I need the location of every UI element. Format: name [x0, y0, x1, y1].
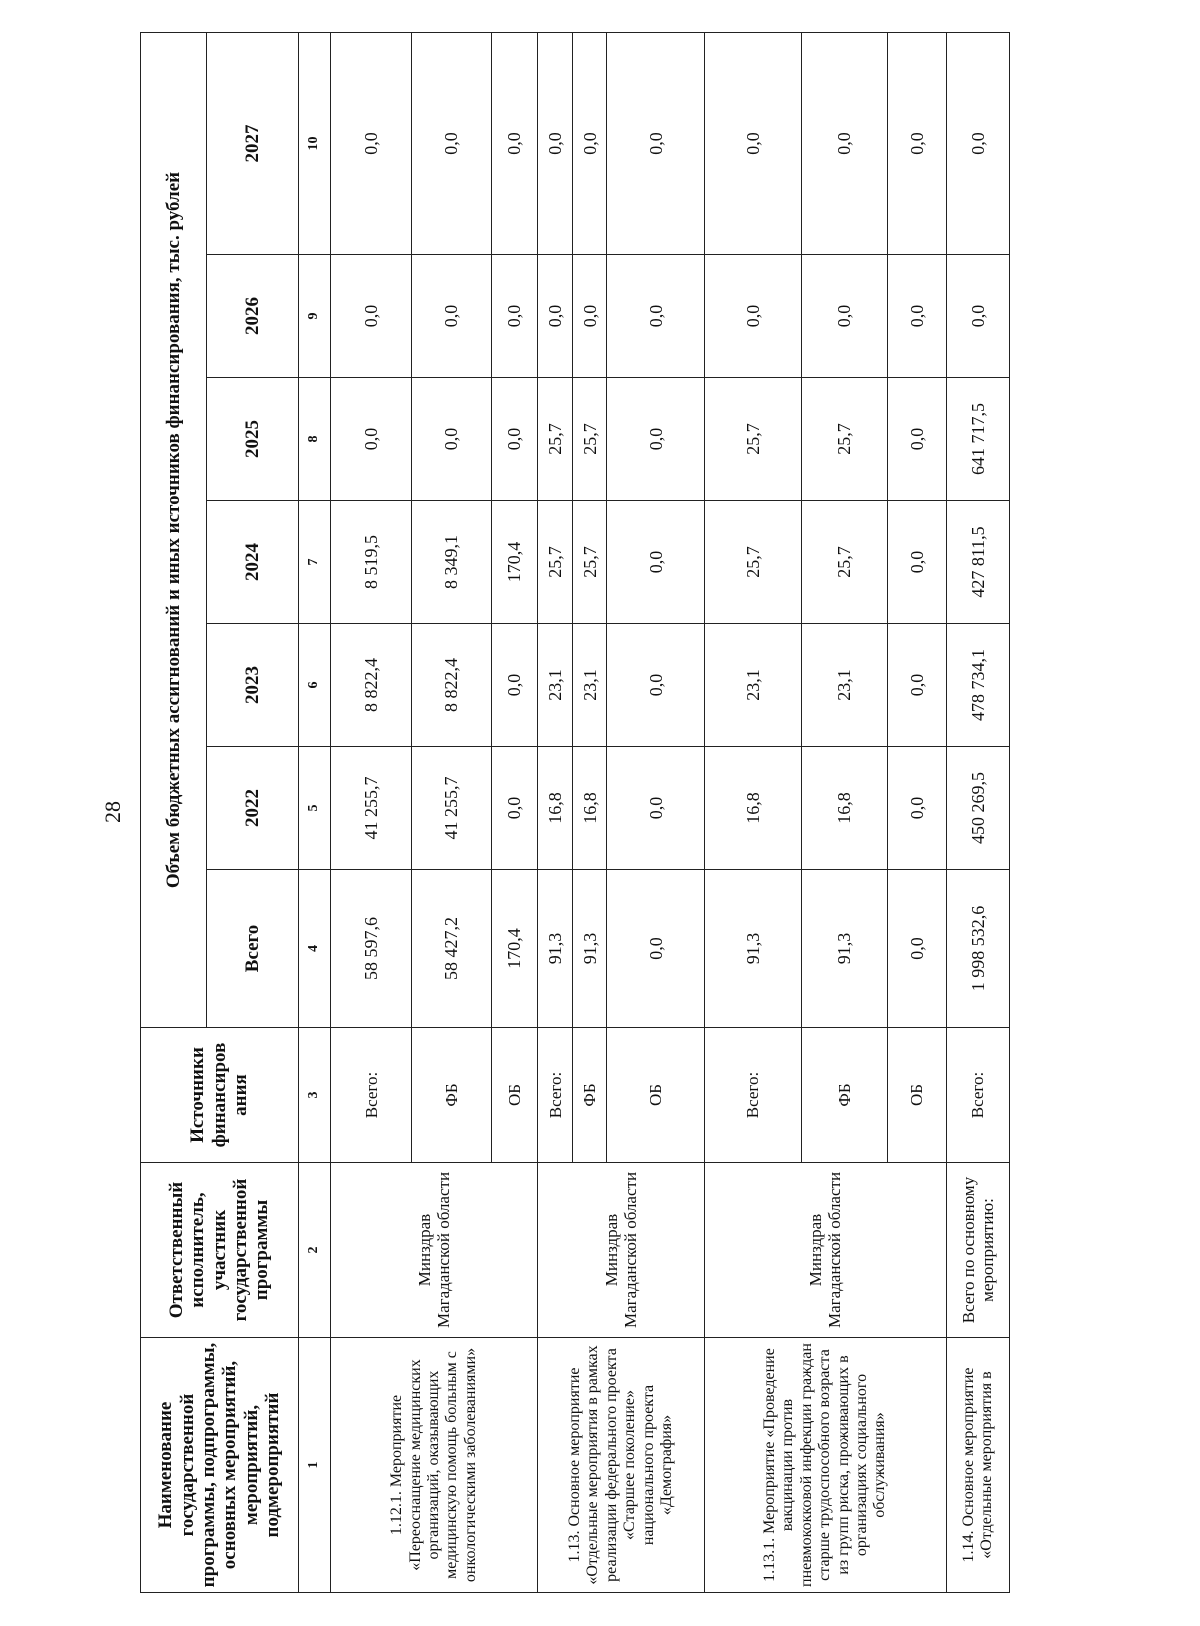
- table-row: [331, 32, 412, 1592]
- row-value: 41 255,7: [412, 747, 491, 870]
- col-number: 5: [298, 747, 331, 870]
- row-value: 8 822,4: [331, 624, 412, 747]
- group-name: 1.14. Основное мероприятие «Отдельные мероприятия в: [946, 1338, 1009, 1593]
- row-value: 16,8: [801, 747, 887, 870]
- row-value: 91,3: [801, 870, 887, 1028]
- row-value: 16,8: [572, 747, 607, 870]
- row-value: 0,0: [491, 255, 538, 378]
- col-number: 1: [298, 1338, 331, 1593]
- row-value: 170,4: [491, 870, 538, 1028]
- financing-table: [140, 32, 1010, 1593]
- header-year-2024: 2024: [207, 501, 298, 624]
- group-name: 1.13. Основное мероприятие «Отдельные мероприятия в рамках реализации федерального проекта «Старшее поколение» национального проекта «Демография»: [538, 1338, 705, 1593]
- header-year-2026: 2026: [207, 255, 298, 378]
- row-source: ОБ: [887, 1028, 946, 1163]
- group-executor: Минздрав Магаданской области: [331, 1163, 538, 1338]
- row-value: 0,0: [607, 501, 705, 624]
- header-financing-group: Объем бюджетных ассигнований и иных источников финансирования, тыс. рублей: [141, 32, 207, 1027]
- row-source: ФБ: [572, 1028, 607, 1163]
- row-value: 0,0: [491, 32, 538, 254]
- row-value: 23,1: [705, 624, 802, 747]
- group-executor: Минздрав Магаданской области: [538, 1163, 705, 1338]
- row-source: ОБ: [491, 1028, 538, 1163]
- row-value: 170,4: [491, 501, 538, 624]
- group-executor: Всего по основному мероприятию:: [946, 1163, 1009, 1338]
- row-value: 0,0: [607, 255, 705, 378]
- row-value: 0,0: [887, 32, 946, 254]
- row-value: 0,0: [572, 32, 607, 254]
- row-value: 0,0: [331, 32, 412, 254]
- row-value: 25,7: [705, 501, 802, 624]
- row-source: Всего:: [331, 1028, 412, 1163]
- row-value: 25,7: [705, 378, 802, 501]
- row-value: 0,0: [607, 747, 705, 870]
- row-value: 0,0: [887, 255, 946, 378]
- row-value: 0,0: [491, 624, 538, 747]
- col-number: 9: [298, 255, 331, 378]
- row-value: 58 597,6: [331, 870, 412, 1028]
- row-value: 0,0: [887, 501, 946, 624]
- col-number: 4: [298, 870, 331, 1028]
- table-row: [946, 32, 1009, 1592]
- row-value: 0,0: [412, 32, 491, 254]
- group-executor: Минздрав Магаданской области: [705, 1163, 947, 1338]
- row-value: 0,0: [538, 32, 573, 254]
- row-value: 23,1: [538, 624, 573, 747]
- row-value: 0,0: [572, 255, 607, 378]
- row-source: ФБ: [412, 1028, 491, 1163]
- row-value: 91,3: [572, 870, 607, 1028]
- row-source: Всего:: [705, 1028, 802, 1163]
- row-value: 41 255,7: [331, 747, 412, 870]
- row-value: 0,0: [887, 747, 946, 870]
- row-value: 25,7: [572, 501, 607, 624]
- row-value: 0,0: [887, 378, 946, 501]
- group-name: 1.12.1. Мероприятие «Переоснащение медицинских организаций, оказывающих медицинскую помощь больным с онкологическими заболеваниями»: [331, 1338, 538, 1593]
- row-value: 8 519,5: [331, 501, 412, 624]
- row-value: 25,7: [801, 378, 887, 501]
- col-number: 7: [298, 501, 331, 624]
- rotated-table-wrapper: [140, 33, 1010, 1593]
- row-value: 1 998 532,6: [946, 870, 1009, 1028]
- row-source: Всего:: [946, 1028, 1009, 1163]
- row-value: 0,0: [331, 378, 412, 501]
- col-number: 6: [298, 624, 331, 747]
- row-value: 0,0: [491, 378, 538, 501]
- row-value: 0,0: [801, 32, 887, 254]
- row-value: 0,0: [538, 255, 573, 378]
- row-value: 8 822,4: [412, 624, 491, 747]
- group-name: 1.13.1. Мероприятие «Проведение вакцинации против пневмококковой инфекции граждан старше трудоспособного возраста из групп риска, проживающих в организациях социального обслуживания»: [705, 1338, 947, 1593]
- row-value: 641 717,5: [946, 378, 1009, 501]
- table-row: [705, 32, 802, 1592]
- col-number: 2: [298, 1163, 331, 1338]
- row-source: Всего:: [538, 1028, 573, 1163]
- row-value: 0,0: [887, 870, 946, 1028]
- row-value: 25,7: [538, 378, 573, 501]
- header-name: Наименование государственной программы, подпрограммы, основных мероприятий, мероприятий, подмероприятий: [141, 1338, 299, 1593]
- row-value: 0,0: [491, 747, 538, 870]
- header-executor: Ответственный исполнитель, участник государственной программы: [141, 1163, 299, 1338]
- row-value: 0,0: [607, 870, 705, 1028]
- row-source: ОБ: [607, 1028, 705, 1163]
- row-value: 23,1: [801, 624, 887, 747]
- row-value: 25,7: [538, 501, 573, 624]
- row-value: 450 269,5: [946, 747, 1009, 870]
- row-value: 23,1: [572, 624, 607, 747]
- table-row: [538, 32, 573, 1592]
- row-value: 58 427,2: [412, 870, 491, 1028]
- row-value: 0,0: [705, 255, 802, 378]
- row-value: 427 811,5: [946, 501, 1009, 624]
- header-year-2023: 2023: [207, 624, 298, 747]
- row-value: 0,0: [607, 624, 705, 747]
- row-value: 0,0: [412, 255, 491, 378]
- row-value: 0,0: [946, 32, 1009, 254]
- row-value: 0,0: [412, 378, 491, 501]
- row-value: 0,0: [607, 378, 705, 501]
- header-year-2022: 2022: [207, 747, 298, 870]
- row-value: 91,3: [705, 870, 802, 1028]
- header-year-2027: 2027: [207, 32, 298, 254]
- header-year-total: Всего: [207, 870, 298, 1028]
- row-value: 0,0: [801, 255, 887, 378]
- col-number: 3: [298, 1028, 331, 1163]
- row-value: 91,3: [538, 870, 573, 1028]
- row-value: 0,0: [331, 255, 412, 378]
- row-value: 478 734,1: [946, 624, 1009, 747]
- header-year-2025: 2025: [207, 378, 298, 501]
- row-value: 25,7: [572, 378, 607, 501]
- row-source: ФБ: [801, 1028, 887, 1163]
- page-number: 28: [100, 801, 125, 823]
- row-value: 0,0: [887, 624, 946, 747]
- row-value: 0,0: [607, 32, 705, 254]
- row-value: 0,0: [705, 32, 802, 254]
- row-value: 25,7: [801, 501, 887, 624]
- col-number: 10: [298, 32, 331, 254]
- row-value: 8 349,1: [412, 501, 491, 624]
- row-value: 16,8: [538, 747, 573, 870]
- col-number: 8: [298, 378, 331, 501]
- row-value: 16,8: [705, 747, 802, 870]
- row-value: 0,0: [946, 255, 1009, 378]
- header-source: Источники финансиров ания: [141, 1028, 299, 1163]
